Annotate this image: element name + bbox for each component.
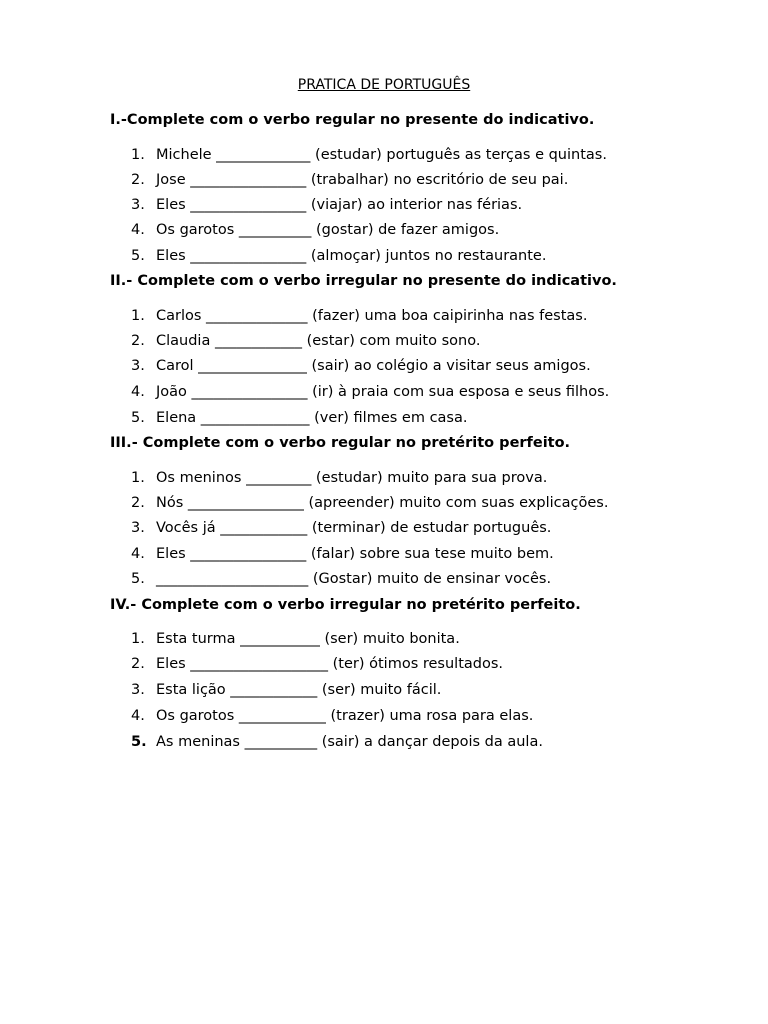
item-text: Vocês já ____________ (terminar) de estudar português. [156,520,552,536]
item-text: Os garotos __________ (gostar) de fazer amigos. [156,222,500,238]
item-number: 2. [131,656,145,672]
item-text: João ________________ (ir) à praia com sua esposa e seus filhos. [156,384,610,400]
section-heading-4: IV.- Complete com o verbo irregular no pretérito perfeito. [110,597,581,613]
item-text: Michele _____________ (estudar) português as terças e quintas. [156,147,607,163]
item-number: 4. [131,222,145,238]
item-number: 5. [131,248,145,264]
item-number: 4. [131,546,145,562]
item-number: 4. [131,708,145,724]
item-number: 3. [131,682,145,698]
item-text: Esta lição ____________ (ser) muito fácil. [156,682,442,698]
item-text: Nós ________________ (apreender) muito com suas explicações. [156,495,609,511]
section-heading-2: II.- Complete com o verbo irregular no presente do indicativo. [110,273,617,289]
item-text: As meninas __________ (sair) a dançar depois da aula. [156,734,543,750]
item-text: Eles ___________________ (ter) ótimos resultados. [156,656,504,672]
item-text: Elena _______________ (ver) filmes em casa. [156,410,468,426]
item-text: Carol _______________ (sair) ao colégio a visitar seus amigos. [156,358,591,374]
item-number: 2. [131,495,145,511]
item-text: Eles ________________ (falar) sobre sua tese muito bem. [156,546,554,562]
page-title: PRATICA DE PORTUGUÊS [297,77,471,93]
section-heading-1: I.-Complete com o verbo regular no presente do indicativo. [110,112,595,128]
item-number: 2. [131,333,145,349]
item-number: 3. [131,520,145,536]
item-number: 3. [131,358,145,374]
item-text: Carlos ______________ (fazer) uma boa caipirinha nas festas. [156,308,588,324]
item-number: 5. [131,734,147,750]
item-text: Os meninos _________ (estudar) muito para sua prova. [156,470,548,486]
section-heading-3: III.- Complete com o verbo regular no pretérito perfeito. [110,435,571,451]
item-number: 1. [131,308,145,324]
item-number: 2. [131,172,145,188]
item-number: 3. [131,197,145,213]
item-number: 1. [131,631,145,647]
item-text: _____________________ (Gostar) muito de ensinar vocês. [156,571,552,587]
item-number: 1. [131,147,145,163]
item-text: Esta turma ___________ (ser) muito bonita. [156,631,460,647]
item-text: Os garotos ____________ (trazer) uma rosa para elas. [156,708,534,724]
item-number: 1. [131,470,145,486]
item-text: Jose ________________ (trabalhar) no escritório de seu pai. [156,172,569,188]
item-number: 5. [131,410,145,426]
item-number: 4. [131,384,145,400]
item-text: Eles ________________ (almoçar) juntos no restaurante. [156,248,547,264]
item-text: Eles ________________ (viajar) ao interior nas férias. [156,197,523,213]
item-number: 5. [131,571,145,587]
item-text: Claudia ____________ (estar) com muito sono. [156,333,481,349]
